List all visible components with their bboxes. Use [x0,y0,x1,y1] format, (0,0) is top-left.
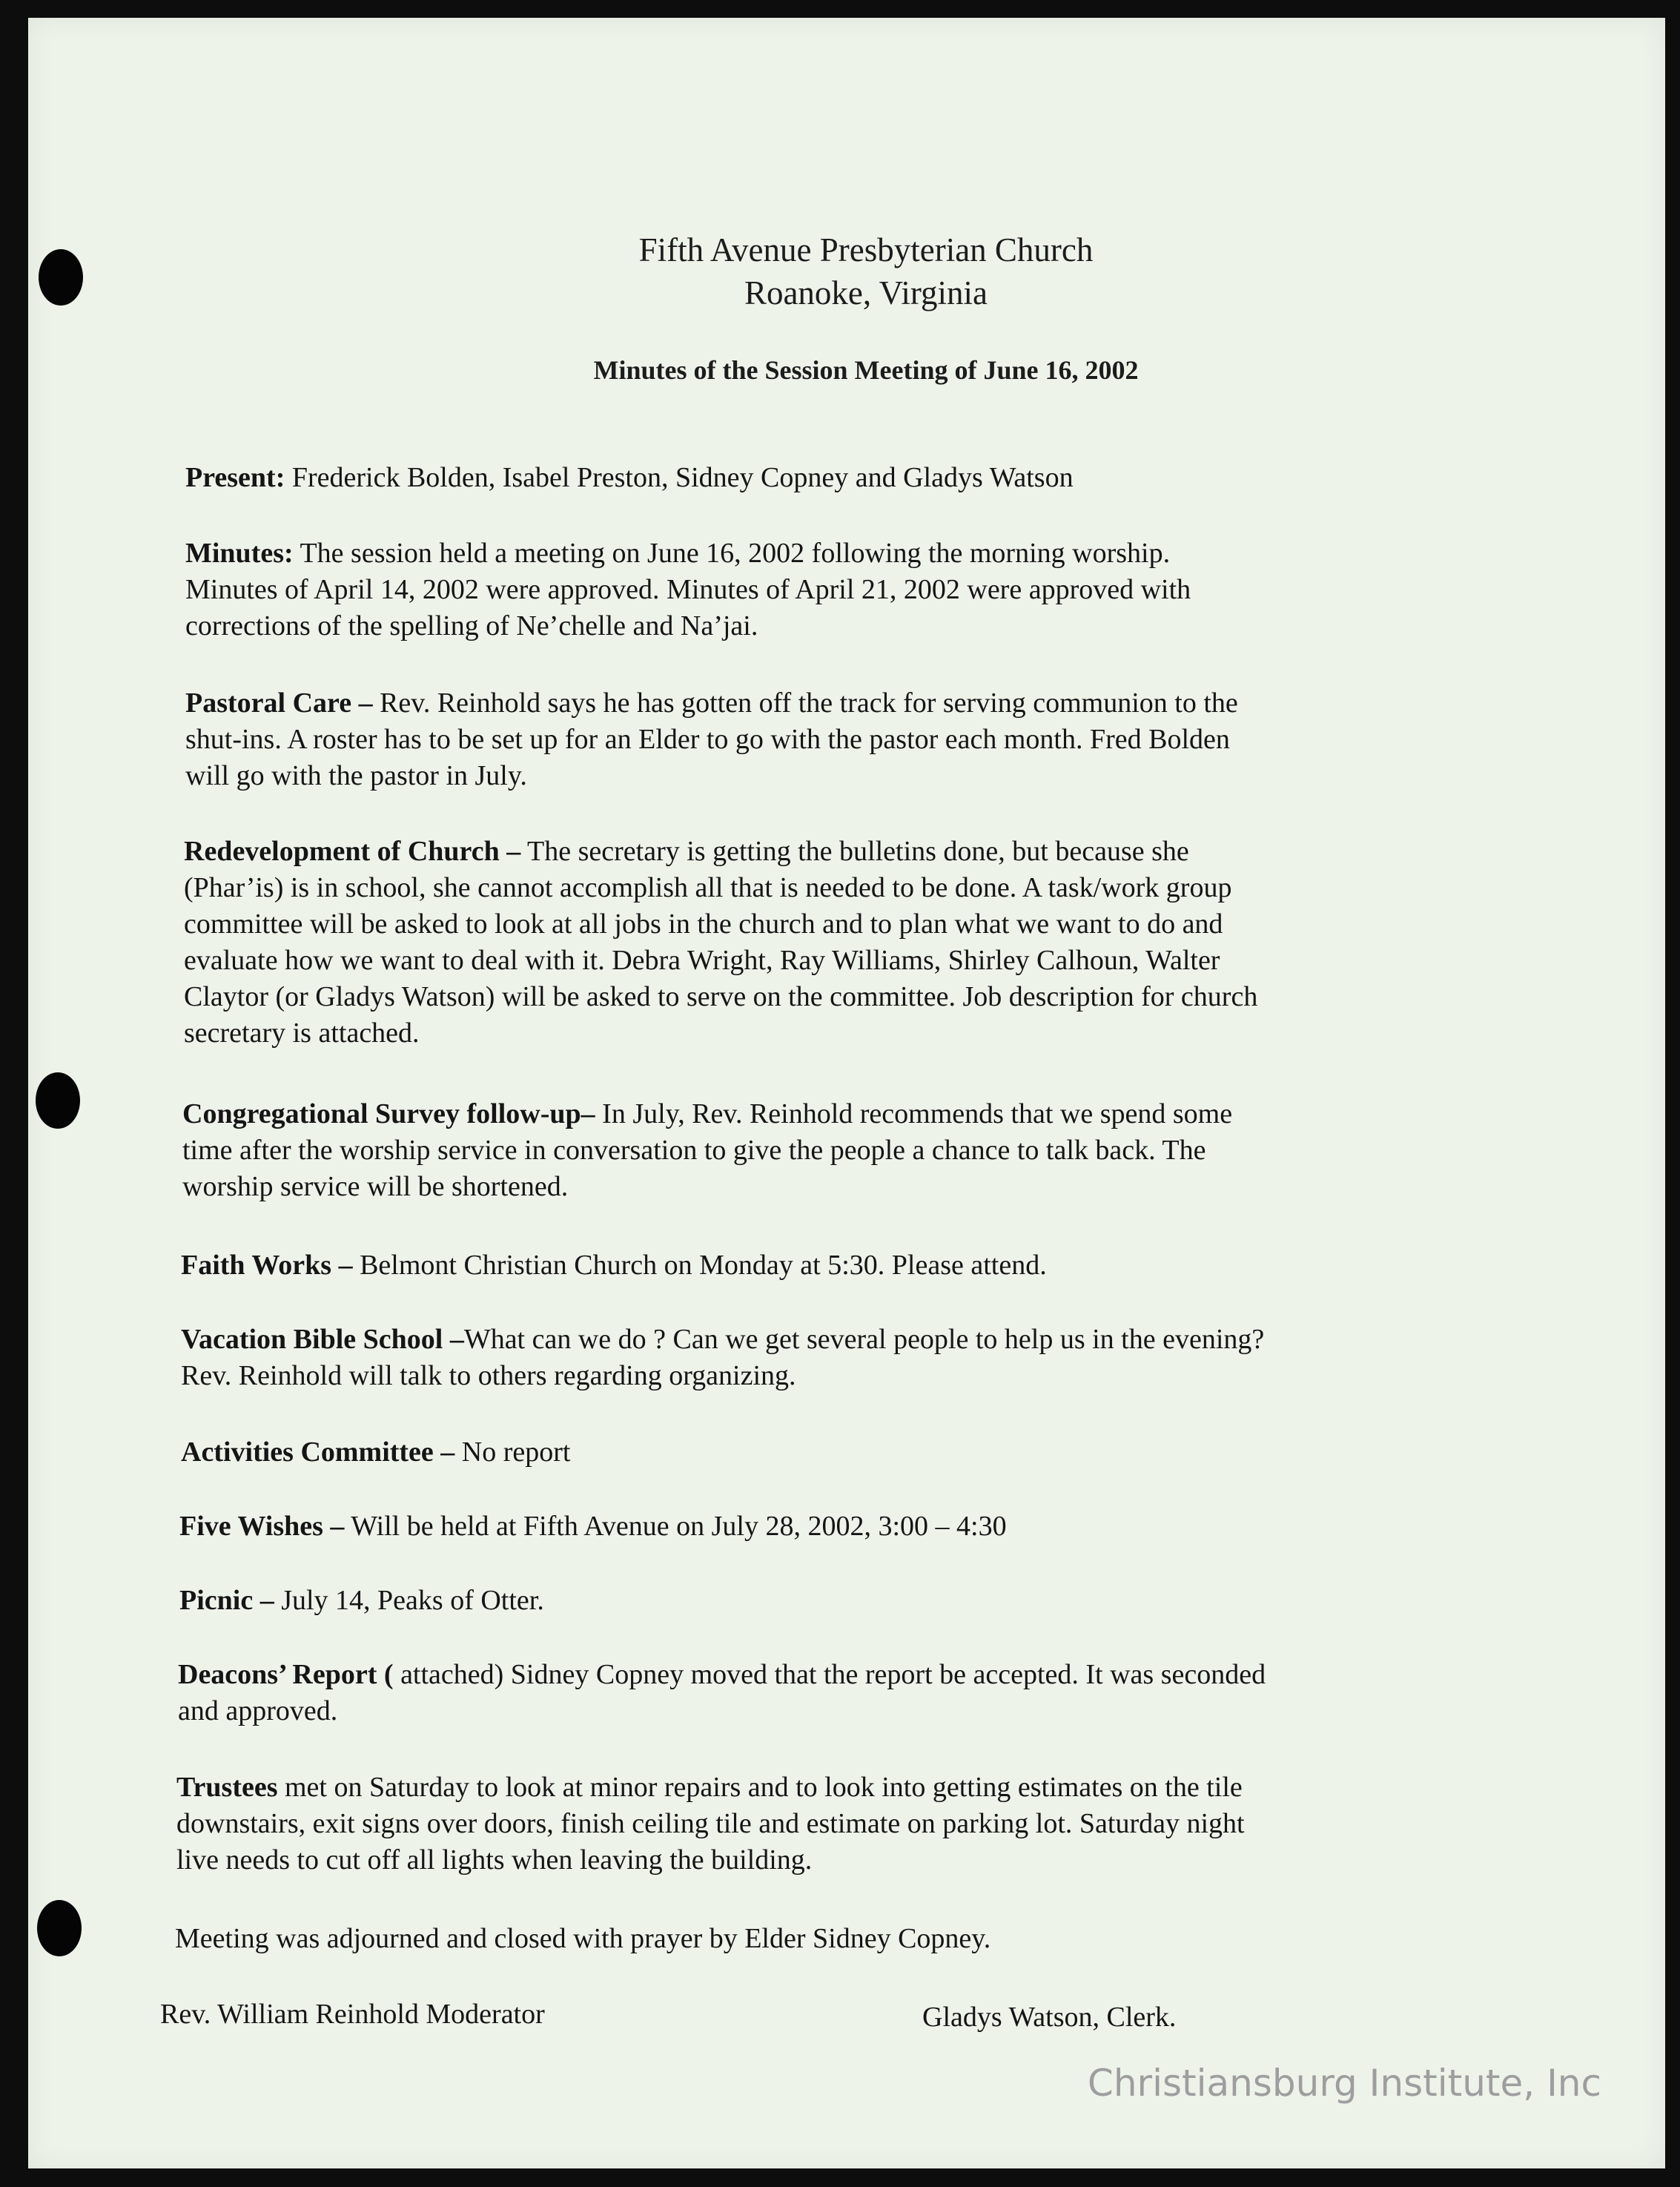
five-wishes-text: Will be held at Fifth Avenue on July 28, 2002, 3:00 – 4:30 [344,1511,1007,1542]
trustees-line: downstairs, exit signs over doors, finish ceiling tile and estimate on parking lot. Saturday night [176,1808,1245,1839]
minutes-label: Minutes: [185,538,294,569]
present-section [185,460,1490,496]
activities-text: No report [454,1436,571,1468]
punch-hole [37,1900,82,1956]
picnic-section [179,1583,1484,1619]
activities-section [181,1434,1486,1471]
redevelopment-line: secretary is attached. [184,1017,420,1049]
pastoral-line: Rev. Reinhold says he has gotten off the track for serving communion to the [372,687,1238,719]
redevelopment-line: (Phar’is) is in school, she cannot accomplish all that is needed to be done. A task/work group [184,872,1232,903]
minutes-line: Minutes of April 14, 2002 were approved. Minutes of April 21, 2002 were approved with [185,574,1191,605]
archive-watermark: Christiansburg Institute, Inc [1087,2062,1601,2105]
redevelopment-line: committee will be asked to look at all jobs in the church and to plan what we want to do and [184,908,1223,940]
survey-line: worship service will be shortened. [182,1171,569,1202]
redevelopment-line: evaluate how we want to deal with it. Debra Wright, Ray Williams, Shirley Calhoun, Walter [184,945,1220,976]
church-name: Fifth Avenue Presbyterian Church [638,231,1094,268]
vbs-section [181,1322,1486,1394]
deacons-line: attached) Sidney Copney moved that the report be accepted. It was seconded [393,1659,1266,1690]
redevelopment-line: Claytor (or Gladys Watson) will be asked to serve on the committee. Job description for church [184,981,1258,1012]
punch-hole [36,1072,80,1129]
trustees-section [176,1769,1481,1878]
pastoral-line: shut-ins. A roster has to be set up for an Elder to go with the pastor each month. Fred Bolden [185,724,1230,755]
redevelopment-label: Redevelopment of Church – [184,836,521,867]
pastoral-care-section [185,685,1490,794]
pastoral-care-label: Pastoral Care – [185,687,373,719]
survey-label: Congregational Survey follow-up– [182,1098,595,1129]
present-text: Frederick Bolden, Isabel Preston, Sidney Copney and Gladys Watson [285,462,1074,493]
faith-works-text: Belmont Christian Church on Monday at 5:30. Please attend. [352,1250,1047,1281]
document-header [0,228,1680,386]
pastoral-line: will go with the pastor in July. [185,760,527,791]
vbs-label: Vacation Bible School – [181,1324,464,1355]
faith-works-section [181,1247,1486,1284]
minutes-section [185,535,1490,644]
trustees-line: met on Saturday to look at minor repairs and to look into getting estimates on the tile [277,1772,1243,1803]
minutes-line: corrections of the spelling of Ne’chelle and Na’jai. [185,610,758,641]
present-label: Present: [185,462,285,493]
redevelopment-section [184,834,1489,1052]
activities-label: Activities Committee – [181,1436,455,1468]
five-wishes-section [179,1508,1484,1545]
picnic-label: Picnic – [179,1585,274,1616]
vbs-line: Rev. Reinhold will talk to others regarding organizing. [181,1360,796,1391]
trustees-label: Trustees [176,1772,278,1803]
trustees-line: live needs to cut off all lights when leaving the building. [176,1844,813,1876]
five-wishes-label: Five Wishes – [179,1511,345,1542]
deacons-label: Deacons’ Report ( [178,1659,394,1690]
document-title: Minutes of the Session Meeting of June 16, 2002 [593,355,1139,385]
moderator-signature-line: Rev. William Reinhold Moderator [160,1999,545,2030]
faith-works-label: Faith Works – [181,1250,353,1281]
vbs-line: What can we do ? Can we get several people to help us in the evening? [463,1324,1265,1355]
deacons-section [178,1657,1483,1729]
survey-line: In July, Rev. Reinhold recommends that we spend some [595,1098,1233,1129]
church-location: Roanoke, Virginia [744,274,988,311]
survey-line: time after the worship service in conversation to give the people a chance to talk back. The [182,1135,1206,1166]
clerk-signature-line: Gladys Watson, Clerk. [922,2002,1177,2033]
redevelopment-line: The secretary is getting the bulletins done, but because she [520,836,1189,867]
survey-section [182,1096,1487,1205]
deacons-line: and approved. [178,1695,338,1726]
minutes-line: The session held a meeting on June 16, 2002 following the morning worship. [293,538,1171,569]
picnic-text: July 14, Peaks of Otter. [274,1585,544,1616]
adjournment-note: Meeting was adjourned and closed with prayer by Elder Sidney Copney. [175,1923,991,1954]
